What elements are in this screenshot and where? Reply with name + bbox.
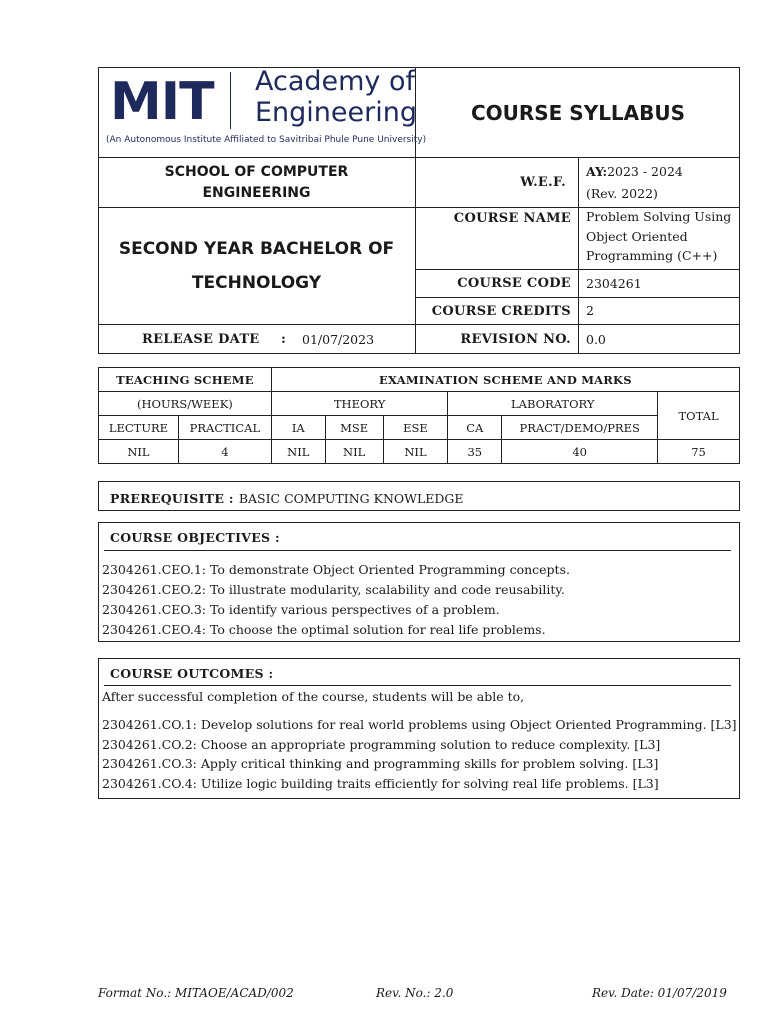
page-title: COURSE SYLLABUS (470, 100, 686, 125)
course-objectives-title: COURSE OBJECTIVES : (110, 530, 280, 545)
footer-format-no: Format No.: MITAOE/ACAD/002 (98, 986, 294, 1000)
school-line1: SCHOOL OF COMPUTER (164, 163, 349, 180)
value-cell: 4 (178, 440, 271, 464)
course-code-label: COURSE CODE (457, 276, 571, 291)
program-name (98, 208, 415, 324)
hours-week-header: (HOURS/WEEK) (99, 392, 272, 416)
program-line1: SECOND YEAR BACHELOR OF (118, 239, 395, 259)
objective-item: 2304261.CEO.3: To identify various perspectives of a problem. (102, 602, 500, 617)
column-header: IA (271, 416, 325, 440)
objective-item: 2304261.CEO.4: To choose the optimal solution for real life problems. (102, 622, 546, 637)
prerequisite-row (110, 488, 464, 507)
scheme-values-row (99, 440, 740, 464)
column-header: ESE (383, 416, 448, 440)
ay-label: AY: (586, 164, 608, 179)
logo-academy-line1: Academy of (255, 66, 416, 97)
school-line2: ENGINEERING (202, 184, 311, 201)
ay-value: 2023 - 2024 (607, 164, 683, 179)
value-cell: NIL (271, 440, 325, 464)
course-credits: 2 (586, 303, 594, 319)
value-cell: NIL (383, 440, 448, 464)
release-date: 01/07/2023 (302, 331, 375, 347)
revision-label: REVISION NO. (460, 332, 571, 347)
course-name-line3: Programming (C++) (586, 248, 718, 263)
exam-scheme-header: EXAMINATION SCHEME AND MARKS (271, 368, 739, 392)
revision-no: 0.0 (586, 331, 606, 347)
outcome-item: 2304261.CO.2: Choose an appropriate programming solution to reduce complexity. [L3] (102, 736, 661, 752)
objective-item: 2304261.CEO.2: To illustrate modularity, scalability and code reusability. (102, 582, 565, 597)
value-cell: 75 (658, 440, 740, 464)
course-objectives-box (98, 522, 740, 642)
teaching-examination-scheme-table (98, 367, 740, 464)
laboratory-header: LABORATORY (448, 392, 658, 416)
objectives-rule (104, 550, 731, 551)
prerequisite-box (98, 481, 740, 511)
header-divider-inner (578, 157, 579, 354)
prerequisite-label: PREREQUISITE : (110, 491, 234, 506)
course-name-line2: Object Oriented (586, 228, 688, 244)
release-date-separator: : (281, 332, 287, 347)
course-outcomes-box (98, 658, 740, 799)
course-outcomes-title: COURSE OUTCOMES : (110, 666, 274, 681)
footer-rev-date: Rev. Date: 01/07/2019 (592, 986, 727, 1000)
outcome-item: 2304261.CO.1: Develop solutions for real world problems using Object Oriented Programming. [L3] (102, 717, 737, 732)
teaching-scheme-header: TEACHING SCHEME (99, 368, 272, 392)
outcomes-rule (104, 685, 731, 686)
value-cell: NIL (99, 440, 179, 464)
value-cell: 35 (448, 440, 502, 464)
total-header: TOTAL (658, 392, 740, 440)
logo-academy-text (255, 66, 417, 128)
course-name-line1: Problem Solving Using (586, 209, 732, 224)
scheme-column-headers (99, 416, 740, 440)
objectives-list (102, 560, 570, 640)
value-cell: NIL (325, 440, 383, 464)
program-line2: TECHNOLOGY (191, 273, 322, 293)
column-header: PRACT/DEMO/PRES (502, 416, 658, 440)
course-code: 2304261 (586, 275, 642, 291)
course-name-label: COURSE NAME (453, 210, 571, 226)
wef-label: W.E.F. (520, 175, 566, 190)
course-name (586, 207, 738, 267)
column-header: LECTURE (99, 416, 179, 440)
rev-year: (Rev. 2022) (586, 186, 658, 201)
logo-academy-line2: Engineering (255, 97, 417, 128)
prerequisite-value: BASIC COMPUTING KNOWLEDGE (238, 491, 464, 506)
objective-item: 2304261.CEO.1: To demonstrate Object Oriented Programming concepts. (102, 562, 570, 577)
column-header: CA (448, 416, 502, 440)
logo-separator (230, 72, 231, 129)
theory-header: THEORY (271, 392, 448, 416)
footer-rev-no: Rev. No.: 2.0 (376, 986, 454, 1000)
logo-subtitle: (An Autonomous Institute Affiliated to Savitribai Phule Pune University) (106, 135, 427, 145)
column-header: MSE (325, 416, 383, 440)
outcome-item: 2304261.CO.4: Utilize logic building traits efficiently for solving real life problems. [L3] (102, 775, 659, 791)
outcomes-intro: After successful completion of the course, students will be able to, (102, 689, 525, 704)
outcomes-list (102, 715, 737, 793)
school-name (98, 158, 415, 207)
ay-row (586, 161, 736, 183)
column-header: PRACTICAL (178, 416, 271, 440)
mit-logo: MIT (110, 72, 214, 132)
release-date-label: RELEASE DATE (142, 332, 260, 347)
academic-year (586, 160, 736, 206)
course-credits-label: COURSE CREDITS (431, 303, 571, 319)
value-cell: 40 (502, 440, 658, 464)
outcome-item: 2304261.CO.3: Apply critical thinking and programming skills for problem solving. [L3] (102, 756, 659, 771)
